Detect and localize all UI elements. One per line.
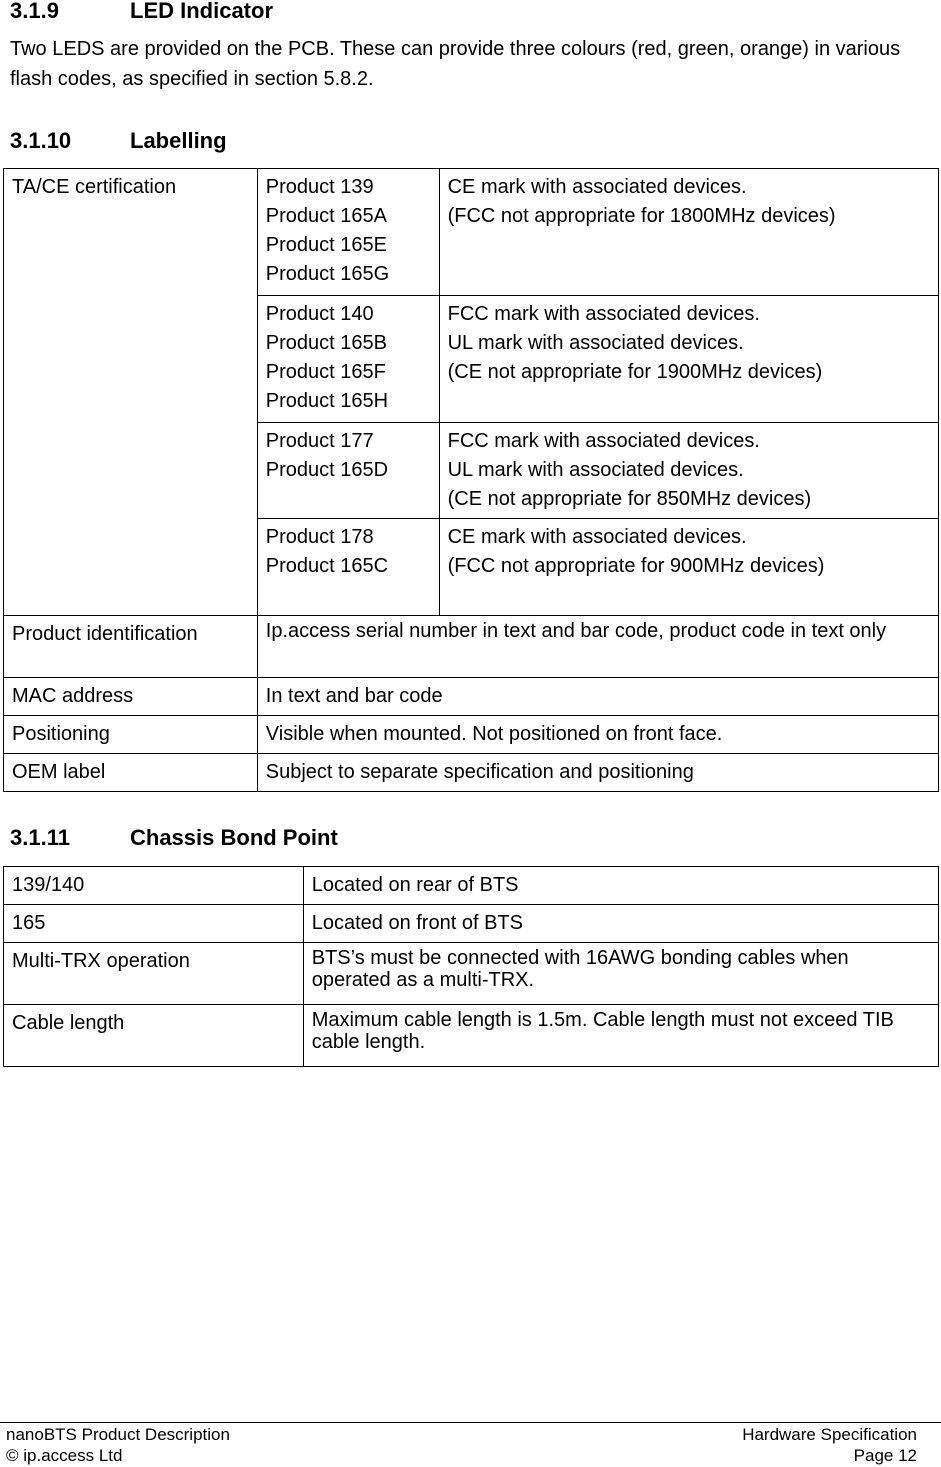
mark-list bbox=[439, 169, 938, 296]
row-value: In text and bar code bbox=[257, 678, 938, 716]
product-item: Product 165H bbox=[265, 390, 389, 412]
product-item: Product 165G bbox=[265, 263, 390, 285]
mark-list bbox=[439, 519, 938, 616]
table-row bbox=[4, 905, 939, 943]
table-row bbox=[4, 169, 939, 296]
section-title: Labelling bbox=[130, 128, 227, 153]
mark-list bbox=[439, 296, 938, 423]
mark-item: UL mark with associated devices. bbox=[447, 332, 744, 354]
row-label: Positioning bbox=[4, 716, 258, 754]
section-title: LED Indicator bbox=[130, 0, 274, 23]
table-row bbox=[4, 616, 939, 678]
product-item: Product 140 bbox=[265, 303, 374, 325]
mark-item: UL mark with associated devices. bbox=[447, 459, 744, 481]
mark-item: (CE not appropriate for 850MHz devices) bbox=[447, 488, 812, 510]
product-item: Product 165B bbox=[265, 332, 387, 354]
footer-copyright: © ip.access Ltd bbox=[6, 1446, 123, 1465]
mark-item: CE mark with associated devices. bbox=[447, 176, 747, 198]
table-row bbox=[4, 943, 939, 1005]
mark-list bbox=[439, 423, 938, 519]
section-heading-chassis bbox=[10, 825, 338, 851]
product-list bbox=[257, 423, 439, 519]
ta-ce-label: TA/CE certification bbox=[4, 169, 258, 616]
section-heading-labelling bbox=[10, 128, 227, 154]
labelling-table bbox=[3, 168, 939, 792]
mark-item: CE mark with associated devices. bbox=[447, 526, 747, 548]
mark-item: (FCC not appropriate for 900MHz devices) bbox=[447, 555, 825, 577]
table-row bbox=[4, 716, 939, 754]
section-number: 3.1.10 bbox=[10, 128, 72, 153]
mark-item: (FCC not appropriate for 1800MHz devices) bbox=[447, 205, 836, 227]
footer-doc-title: nanoBTS Product Description bbox=[6, 1425, 230, 1444]
row-label: OEM label bbox=[4, 754, 258, 792]
product-item: Product 139 bbox=[265, 176, 374, 198]
table-row bbox=[4, 678, 939, 716]
row-value: Located on rear of BTS bbox=[303, 867, 938, 905]
row-value: Maximum cable length is 1.5m. Cable length must not exceed TIB cable length. bbox=[303, 1005, 938, 1067]
section-heading-led bbox=[10, 0, 273, 24]
section-number: 3.1.11 bbox=[10, 825, 70, 850]
mark-item: FCC mark with associated devices. bbox=[447, 303, 760, 325]
row-value: Ip.access serial number in text and bar code, product code in text only bbox=[257, 616, 938, 678]
product-item: Product 165F bbox=[265, 361, 386, 383]
product-item: Product 165D bbox=[265, 459, 389, 481]
product-item: Product 165A bbox=[265, 205, 387, 227]
table-row bbox=[4, 867, 939, 905]
product-list bbox=[257, 296, 439, 423]
led-paragraph: Two LEDS are provided on the PCB. These can provide three colours (red, green, orange) in various flash codes, as specified in section 5.8.2. bbox=[10, 38, 901, 90]
row-value: Located on front of BTS bbox=[303, 905, 938, 943]
mark-item: (CE not appropriate for 1900MHz devices) bbox=[447, 361, 823, 383]
mark-item: FCC mark with associated devices. bbox=[447, 430, 760, 452]
chassis-table bbox=[3, 866, 939, 1067]
product-item: Product 165E bbox=[265, 234, 387, 256]
table-row bbox=[4, 1005, 939, 1067]
product-list bbox=[257, 519, 439, 616]
row-label: Product identification bbox=[4, 616, 258, 678]
row-label: Multi-TRX operation bbox=[4, 943, 304, 1005]
footer-section-name: Hardware Specification bbox=[742, 1425, 917, 1444]
footer-divider bbox=[0, 1422, 941, 1423]
product-item: Product 165C bbox=[265, 555, 389, 577]
row-value: Visible when mounted. Not positioned on front face. bbox=[257, 716, 938, 754]
table-row bbox=[4, 754, 939, 792]
product-item: Product 178 bbox=[265, 526, 374, 548]
section-number: 3.1.9 bbox=[10, 0, 59, 23]
product-item: Product 177 bbox=[265, 430, 374, 452]
row-label: MAC address bbox=[4, 678, 258, 716]
footer-page-number: Page 12 bbox=[853, 1446, 917, 1465]
row-value: BTS’s must be connected with 16AWG bonding cables when operated as a multi-TRX. bbox=[303, 943, 938, 1005]
row-value: Subject to separate specification and positioning bbox=[257, 754, 938, 792]
row-label: Cable length bbox=[4, 1005, 304, 1067]
section-title: Chassis Bond Point bbox=[130, 825, 338, 850]
product-list bbox=[257, 169, 439, 296]
row-label: 139/140 bbox=[4, 867, 304, 905]
row-label: 165 bbox=[4, 905, 304, 943]
